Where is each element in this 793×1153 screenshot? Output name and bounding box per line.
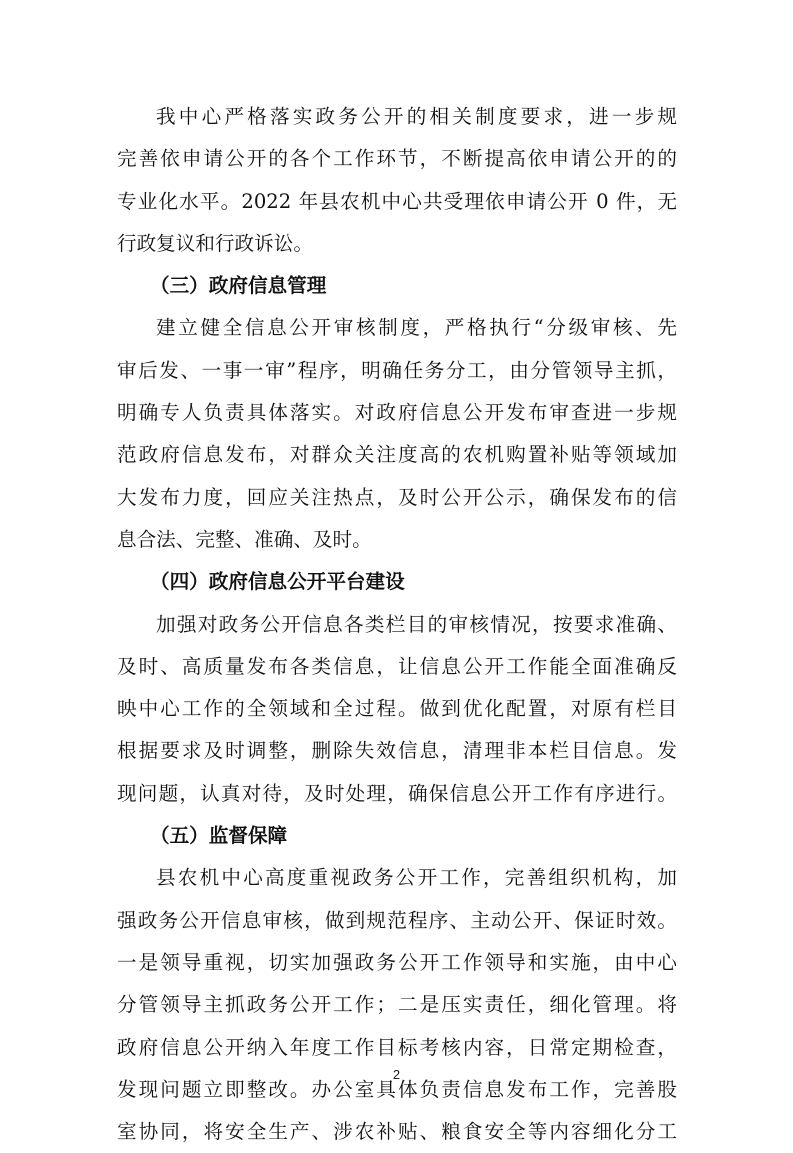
paragraph-line: 专业化水平。2022 年县农机中心共受理依申请公开 0 件，无	[117, 189, 677, 213]
page-number: 2	[392, 1067, 401, 1082]
paragraph-line: 室协同，将安全生产、涉农补贴、粮食安全等内容细化分工	[117, 1120, 677, 1144]
paragraph-line: 发现问题立即整改。办公室具体负责信息发布工作，完善股	[117, 1077, 677, 1101]
paragraph-line: 映中心工作的全领域和全过程。做到优化配置，对原有栏目	[117, 697, 677, 721]
section-heading-5: （五）监督保障	[150, 824, 288, 848]
paragraph-section-3	[117, 307, 677, 561]
paragraph-line: 现问题，认真对待，及时处理，确保信息公开工作有序进行。	[117, 781, 677, 805]
paragraph-intro	[117, 96, 677, 265]
paragraph-line: 审后发、一事一审”程序，明确任务分工，由分管领导主抓，	[117, 358, 677, 382]
paragraph-line: 明确专人负责具体落实。对政府信息公开发布审查进一步规	[117, 401, 677, 425]
paragraph-line: 建立健全信息公开审核制度，严格执行“分级审核、先	[156, 316, 677, 340]
section-heading-3: （三）政府信息管理	[150, 274, 327, 298]
section-heading-4: （四）政府信息公开平台建设	[150, 570, 405, 594]
paragraph-line: 强政务公开信息审核，做到规范程序、主动公开、保证时效。	[117, 908, 677, 932]
paragraph-line: 及时、高质量发布各类信息，让信息公开工作能全面准确反	[117, 654, 677, 678]
paragraph-line: 根据要求及时调整，删除失效信息，清理非本栏目信息。发	[117, 739, 677, 763]
paragraph-line: 加强对政务公开信息各类栏目的审核情况，按要求准确、	[156, 612, 677, 636]
paragraph-line: 我中心严格落实政务公开的相关制度要求，进一步规	[156, 105, 677, 128]
paragraph-line: 政府信息公开纳入年度工作目标考核内容，日常定期检查，	[117, 1035, 677, 1059]
paragraph-section-5	[117, 857, 677, 1153]
paragraph-line: 息合法、完整、准确、及时。	[117, 527, 372, 551]
paragraph-line: 一是领导重视，切实加强政务公开工作领导和实施，由中心	[117, 950, 677, 974]
paragraph-line: 县农机中心高度重视政务公开工作，完善组织机构，加	[156, 866, 677, 890]
paragraph-line: 完善依申请公开的各个工作环节，不断提高依申请公开的的	[117, 147, 677, 171]
paragraph-line: 范政府信息发布，对群众关注度高的农机购置补贴等领域加	[117, 443, 677, 467]
paragraph-line: 行政复议和行政诉讼。	[117, 231, 313, 255]
paragraph-line: 分管领导主抓政务公开工作；二是压实责任，细化管理。将	[117, 993, 677, 1017]
document-body	[117, 96, 677, 1153]
paragraph-line: 大发布力度，回应关注热点，及时公开公示，确保发布的信	[117, 485, 677, 509]
paragraph-section-4	[117, 604, 677, 815]
